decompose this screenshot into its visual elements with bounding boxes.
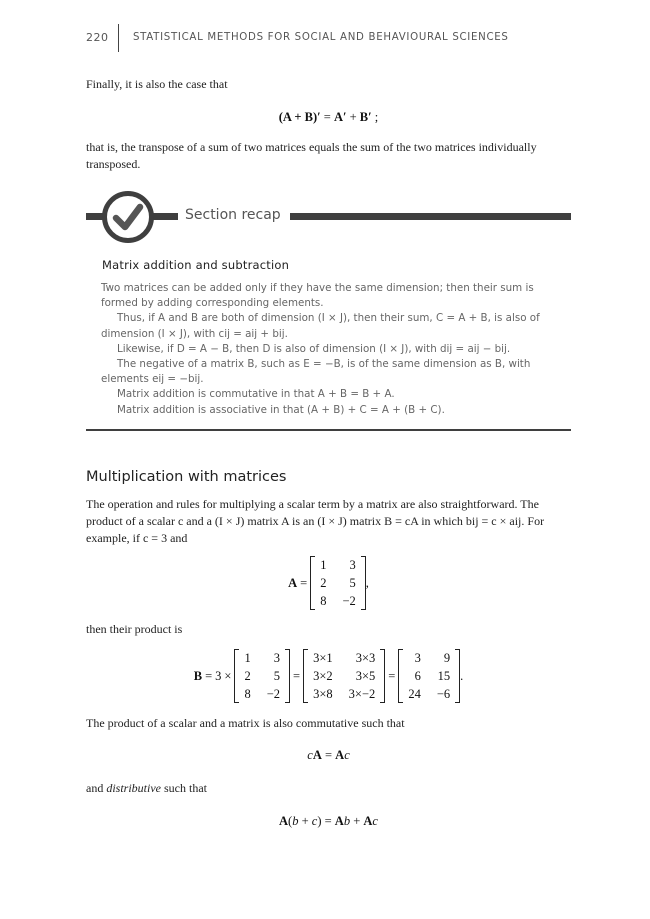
product-matrix-2-row xyxy=(309,685,379,703)
product-matrix-3-row xyxy=(404,685,454,703)
matrix-a-cell: 1 xyxy=(320,557,327,572)
product-matrix-2-cell: 3×2 xyxy=(313,668,333,683)
product-matrix-2-cell: 3×5 xyxy=(355,668,376,683)
then-text: then their product is xyxy=(86,622,183,636)
matrix-a xyxy=(310,556,366,610)
product-matrix-2 xyxy=(303,649,385,703)
recap-bottom-rule xyxy=(86,429,571,431)
product-matrix-1-cell: 1 xyxy=(244,650,251,665)
product-trail: . xyxy=(460,668,464,683)
recap-paragraph-2: Thus, if A and B are both of dimension (I × J), then their sum, C = A + B, is also of dimension (I × J), with cij = aij + bij. xyxy=(101,312,540,340)
matrix-a-label: A xyxy=(288,575,298,590)
product-matrix-2-cell: 3×3 xyxy=(355,650,376,665)
matrix-a-cell: 5 xyxy=(349,575,356,590)
section-heading: Multiplication with matrices xyxy=(86,469,287,485)
distributive-word: distributive xyxy=(106,781,161,795)
product-matrix-3-row xyxy=(404,667,454,685)
recap-body xyxy=(101,281,556,418)
page-number: 220 xyxy=(86,31,109,44)
commutative-equation: cA = Ac xyxy=(307,748,350,762)
product-matrix-1-cell: 3 xyxy=(273,650,281,665)
product-matrix-3 xyxy=(398,649,460,703)
product-matrix-1-cell: 5 xyxy=(273,668,281,683)
commutative-text: The product of a scalar and a matrix is also commutative such that xyxy=(86,716,405,730)
matrix-a-trail: , xyxy=(365,575,369,590)
distributive-post: such that xyxy=(161,781,207,795)
scalar-value: 3 xyxy=(215,668,222,683)
check-circle-icon xyxy=(101,190,155,244)
matrix-a-cell: 2 xyxy=(320,575,327,590)
product-matrix-3-cell: 9 xyxy=(443,650,451,665)
product-matrix-2-cell: 3×8 xyxy=(313,686,333,701)
distributive-pre: and xyxy=(86,781,107,795)
transpose-equation: (A + B)′ = A′ + B′ ; xyxy=(278,110,379,124)
intro-explanation: that is, the transpose of a sum of two matrices equals the sum of the two matrices individually transposed. xyxy=(86,140,537,171)
recap-rule-right xyxy=(290,213,571,220)
product-matrix-1-cell: 2 xyxy=(244,668,251,683)
distributive-text xyxy=(86,780,207,797)
intro-lead-in: Finally, it is also the case that xyxy=(86,77,228,91)
product-matrix-2-cell: 3×−2 xyxy=(348,686,376,701)
scalar-multiplication-paragraph: The operation and rules for multiplying a scalar term by a matrix are also straightforward. The product of a scalar c and a (I × J) matrix A is an (I × J) matrix B = cA in which bij = c × aij. For example, if c = 3 and xyxy=(86,497,545,545)
product-matrix-2-row xyxy=(309,649,379,667)
matrix-a-equation: A = 1 3 2 5 8 −2 , xyxy=(86,556,571,610)
product-matrix-1-cell: 8 xyxy=(244,686,251,701)
recap-paragraph-4: The negative of a matrix B, such as E = −B, is of the same dimension as B, with elements eij = −bij. xyxy=(101,358,531,386)
recap-title: Section recap xyxy=(185,207,281,223)
matrix-a-row xyxy=(316,556,360,574)
matrix-a-row xyxy=(316,592,360,610)
product-matrix-1-cell: −2 xyxy=(266,686,281,701)
product-equation: B = 3 × 1 3 2 5 8 −2 = 3×1 3×3 3×2 3×5 3×8 3×−2 = 3 9 6 15 24 −6 . xyxy=(86,649,571,703)
header-divider xyxy=(118,24,119,52)
product-matrix-3-cell: 24 xyxy=(408,686,421,701)
product-matrix-3-cell: 15 xyxy=(437,668,451,683)
matrix-a-cell: −2 xyxy=(342,593,356,608)
product-matrix-1-row xyxy=(240,685,284,703)
product-matrix-3-cell: 3 xyxy=(414,650,421,665)
product-matrix-1-row xyxy=(240,649,284,667)
matrix-a-cell: 3 xyxy=(349,557,356,572)
matrix-a-cell: 8 xyxy=(320,593,327,608)
recap-paragraph-6: Matrix addition is associative in that (A + B) + C = A + (B + C). xyxy=(117,403,445,416)
recap-paragraph-5: Matrix addition is commutative in that A + B = B + A. xyxy=(117,388,395,401)
distributive-equation: A(b + c) = Ab + Ac xyxy=(279,814,378,828)
product-matrix-1-row xyxy=(240,667,284,685)
recap-paragraph-3: Likewise, if D = A − B, then D is also of dimension (I × J), with dij = aij − bij. xyxy=(117,342,511,355)
product-matrix-1 xyxy=(234,649,290,703)
product-matrix-3-row xyxy=(404,649,454,667)
product-matrix-2-row xyxy=(309,667,379,685)
matrix-a-row xyxy=(316,574,360,592)
recap-subtitle: Matrix addition and subtraction xyxy=(102,258,290,272)
product-matrix-2-cell: 3×1 xyxy=(313,650,333,665)
product-matrix-3-cell: −6 xyxy=(436,686,451,701)
matrix-b-label: B xyxy=(193,668,203,683)
running-head: STATISTICAL METHODS FOR SOCIAL AND BEHAVIOURAL SCIENCES xyxy=(133,32,509,43)
product-matrix-3-cell: 6 xyxy=(414,668,421,683)
recap-paragraph-1: Two matrices can be added only if they have the same dimension; then their sum is formed by adding corresponding elements. xyxy=(101,282,534,310)
